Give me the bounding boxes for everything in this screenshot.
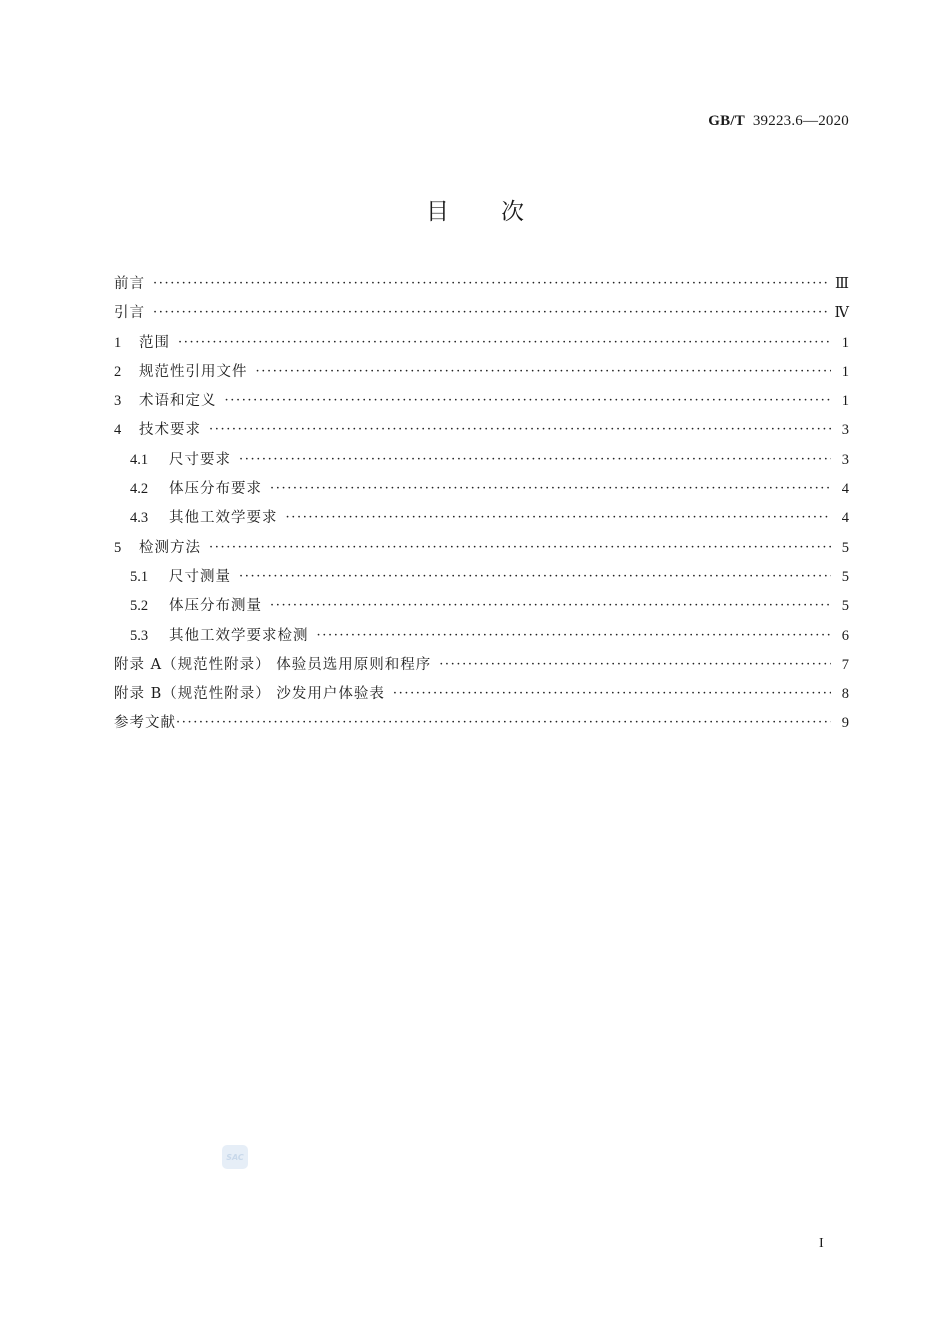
- toc-entry-page: 6: [841, 627, 849, 644]
- toc-dot-leader: [225, 393, 832, 408]
- toc-dot-leader: [317, 628, 832, 643]
- toc-entry-label: 附录 B（规范性附录） 沙发用户体验表: [114, 686, 385, 703]
- toc-entry-label: 参考文献: [114, 715, 176, 732]
- toc-entry-page: 4: [841, 481, 849, 498]
- toc-entry-label: 前言: [114, 276, 145, 292]
- toc-dot-leader: [270, 598, 831, 613]
- toc-entry-number: 4.2: [130, 481, 149, 498]
- toc-dot-leader: [178, 335, 831, 350]
- toc-entry-label: 引言: [114, 305, 145, 322]
- toc-entry-number: 2: [114, 363, 122, 380]
- toc-entry-page: Ⅳ: [834, 305, 849, 322]
- toc-entry-label: 尺寸要求: [169, 451, 231, 468]
- toc-entry[interactable]: [114, 418, 849, 447]
- toc-entry-number: 3: [114, 393, 122, 410]
- toc-entry-label: 尺寸测量: [169, 568, 231, 585]
- toc-dot-leader: [209, 422, 831, 437]
- toc-entry-page: 1: [841, 363, 849, 380]
- toc-entry-label: 其他工效学要求检测: [169, 627, 309, 644]
- toc-entry[interactable]: [114, 594, 849, 623]
- toc-entry-page: 3: [841, 422, 849, 439]
- toc-dot-leader: [286, 510, 832, 525]
- toc-dot-leader: [393, 686, 831, 701]
- toc-entry-number: 4.1: [130, 451, 149, 468]
- toc-entry[interactable]: [114, 331, 849, 360]
- standard-code: 39223.6—2020: [752, 113, 849, 129]
- toc-entry[interactable]: [114, 272, 849, 301]
- toc-entry-label: 检测方法: [139, 539, 201, 556]
- page-number: I: [819, 1236, 824, 1251]
- toc-entry-label: 技术要求: [139, 422, 201, 439]
- toc-entry[interactable]: [114, 682, 849, 711]
- toc-entry-label: 其他工效学要求: [169, 510, 278, 527]
- toc-entry-page: 5: [841, 598, 849, 615]
- toc-dot-leader: [270, 481, 831, 496]
- standard-number: [708, 113, 849, 130]
- toc-entry[interactable]: [114, 301, 849, 330]
- toc-dot-leader: [153, 305, 829, 320]
- sac-logo-watermark: SAC: [222, 1145, 248, 1169]
- toc-entry[interactable]: [114, 653, 849, 682]
- toc-title-char-1: 目: [426, 199, 449, 225]
- toc-entry-label: 范围: [139, 334, 170, 351]
- toc-entry[interactable]: [114, 506, 849, 535]
- toc-entry-number: 5: [114, 539, 122, 556]
- toc-entry[interactable]: [114, 565, 849, 594]
- toc-entry-number: 5.2: [130, 598, 149, 615]
- toc-entry-number: 5.3: [130, 627, 149, 644]
- toc-entry[interactable]: [114, 624, 849, 653]
- toc-entry-label: 附录 A（规范性附录） 体验员选用原则和程序: [114, 656, 432, 673]
- toc-entry[interactable]: [114, 477, 849, 506]
- toc-entry-page: 1: [841, 393, 849, 410]
- toc-entry-label: 术语和定义: [139, 393, 217, 410]
- toc-dot-leader: [176, 715, 831, 730]
- toc-entry-page: 5: [841, 539, 849, 556]
- toc-title: [0, 193, 950, 226]
- toc-dot-leader: [239, 569, 831, 584]
- toc-entry-page: 5: [841, 568, 849, 585]
- toc-entry-page: 7: [841, 656, 849, 673]
- toc-entry-label: 规范性引用文件: [139, 363, 248, 380]
- toc-entry-page: Ⅲ: [835, 276, 849, 292]
- toc-title-char-2: 次: [501, 199, 524, 225]
- toc-entry-page: 4: [841, 510, 849, 527]
- toc-dot-leader: [209, 540, 831, 555]
- toc-entry-number: 4.3: [130, 510, 149, 527]
- toc-entry[interactable]: [114, 448, 849, 477]
- toc-entry-page: 1: [841, 334, 849, 351]
- toc-entry[interactable]: [114, 389, 849, 418]
- toc-dot-leader: [153, 276, 829, 291]
- toc-entry[interactable]: [114, 711, 849, 740]
- toc-entry-number: 4: [114, 422, 122, 439]
- toc-entry-label: 体压分布要求: [169, 481, 262, 498]
- standard-prefix: GB/T: [708, 113, 745, 129]
- toc-entry-number: 5.1: [130, 568, 149, 585]
- toc-entry-page: 9: [841, 715, 849, 732]
- toc-entry-page: 3: [841, 451, 849, 468]
- toc-entry[interactable]: [114, 536, 849, 565]
- table-of-contents: [114, 272, 849, 741]
- toc-dot-leader: [439, 657, 831, 672]
- toc-entry-label: 体压分布测量: [169, 598, 262, 615]
- toc-entry-page: 8: [841, 686, 849, 703]
- toc-dot-leader: [256, 364, 832, 379]
- toc-dot-leader: [239, 452, 831, 467]
- toc-entry[interactable]: [114, 360, 849, 389]
- toc-entry-number: 1: [114, 334, 122, 351]
